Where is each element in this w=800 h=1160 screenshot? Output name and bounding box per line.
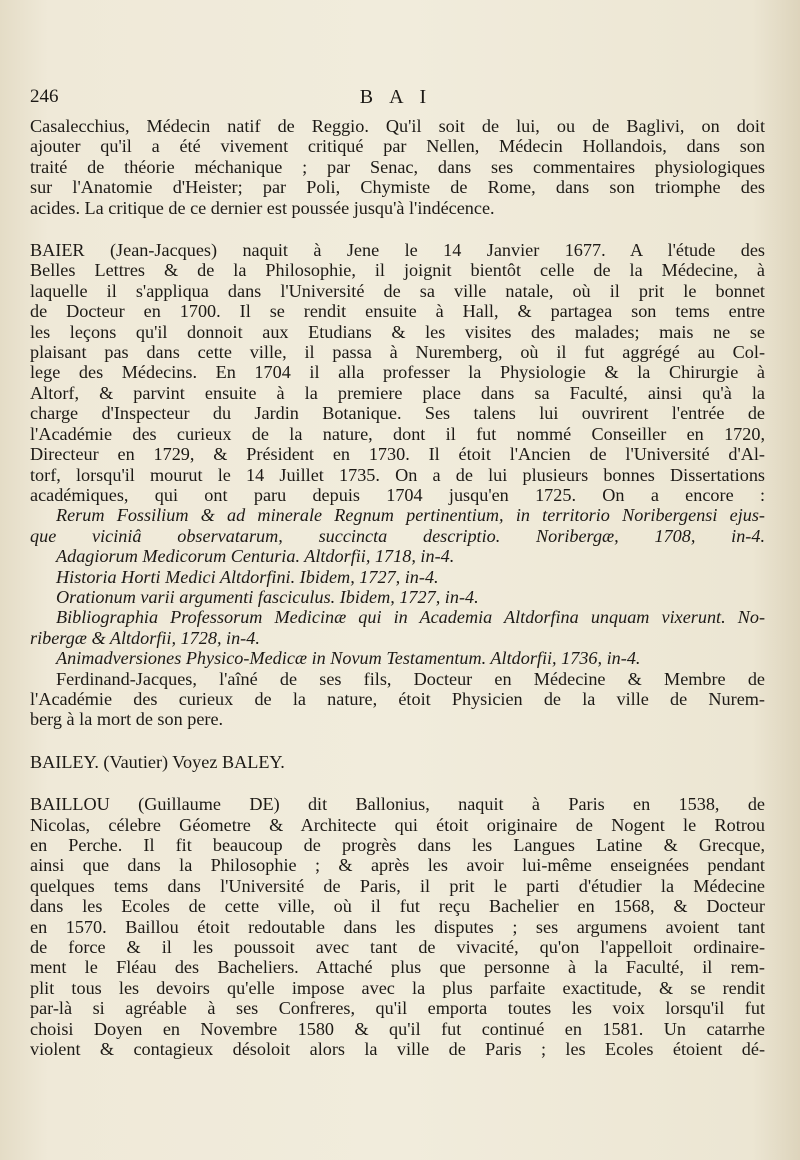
text-line: quelques tems dans l'Université de Paris, il prit le parti d'étudier la Médecine	[30, 875, 765, 896]
text-line: l'Académie des curieux de la nature, dont il fut nommé Conseiller en 1720,	[30, 423, 765, 444]
bibliography-line: ribergæ & Altdorfii, 1728, in-4.	[30, 627, 260, 648]
text-line: choisi Doyen en Novembre 1580 & qu'il fut continué en 1581. Un catarrhe	[30, 1018, 765, 1039]
paragraph-casalecchius	[30, 116, 765, 218]
entry-baillou	[30, 794, 765, 1059]
text-line: berg à la mort de son pere.	[30, 709, 224, 730]
text-line: ment le Fléau des Bacheliers. Attaché plus que personne à la Faculté, il rem-	[30, 957, 765, 978]
text-line: ajouter qu'il a été vivement critiqué par Nellen, Médecin Hollandois, dans son	[30, 136, 765, 157]
text-line: BAILLOU (Guillaume DE) dit Ballonius, naquit à Paris en 1538, de	[30, 794, 765, 815]
text-line: lege des Médecins. En 1704 il alla professer la Physiologie & la Chirurgie à	[30, 362, 765, 383]
text-line: acides. La critique de ce dernier est poussée jusqu'à l'indécence.	[30, 197, 495, 218]
text-line: les leçons qu'il donnoit aux Etudians & les visites des malades; mais ne se	[30, 321, 765, 342]
text-line: charge d'Inspecteur du Jardin Botanique. Ses talens lui ouvrirent l'entrée de	[30, 403, 765, 424]
running-head	[30, 86, 760, 112]
text-line: Nicolas, célebre Géometre & Architecte qui étoit originaire de Nogent le Rotrou	[30, 814, 765, 835]
text-line: de force & il les poussoit avec tant de vivacité, qu'on l'appelloit ordinaire-	[30, 937, 765, 958]
page-number: 246	[30, 86, 59, 107]
text-line: Ferdinand-Jacques, l'aîné de ses fils, Docteur en Médecine & Membre de	[56, 668, 765, 689]
body-text	[30, 116, 765, 1059]
text-line: par-là si agréable à ses Confreres, qu'il emporta toutes les voix lorsqu'il fut	[30, 998, 765, 1019]
text-line: laquelle il s'appliqua dans l'Université de sa ville natale, où il prit le bonnet	[30, 280, 765, 301]
text-line: Belles Lettres & de la Philosophie, il joignit bientôt celle de la Médecine, à	[30, 260, 765, 281]
text-line: ainsi que dans la Philosophie ; & après les avoir lui-même enseignées pendant	[30, 855, 765, 876]
entry-bailey	[30, 752, 765, 772]
text-line: violent & contagieux désoloit alors la ville de Paris ; les Ecoles étoient dé-	[30, 1039, 765, 1060]
text-line: Casalecchius, Médecin natif de Reggio. Qu'il soit de lui, ou de Baglivi, on doit	[30, 116, 765, 136]
text-line: en 1570. Baillou étoit redoutable dans les disputes ; ses argumens avoient tant	[30, 916, 765, 937]
text-line: plit tous les devoirs qu'elle impose avec la plus parfaite exactitude, & se rendit	[30, 977, 765, 998]
text-line: traité de théorie méchanique ; par Senac, dans ses commentaires physiologiques	[30, 156, 765, 177]
text-line: Altorf, & parvint ensuite à la premiere place dans sa Faculté, ainsi qu'à la	[30, 382, 765, 403]
bibliography-line: Rerum Fossilium & ad minerale Regnum pertinentium, in territorio Noribergensi ejus-	[56, 505, 765, 526]
bibliography-line: Animadversiones Physico-Medicæ in Novum Testamentum. Altdorfii, 1736, in-4.	[56, 648, 641, 669]
bibliography-line: Bibliographia Professorum Medicinæ qui in Academia Altdorfina unquam vixerunt. No-	[56, 607, 765, 628]
text-line: académiques, qui ont paru depuis 1704 jusqu'en 1725. On a encore :	[30, 484, 765, 505]
text-line: BAIER (Jean-Jacques) naquit à Jene le 14 Janvier 1677. A l'étude des	[30, 240, 765, 261]
text-line: en Perche. Il fit beaucoup de progrès dans les Langues Latine & Grecque,	[30, 835, 765, 855]
text-line: de Docteur en 1700. Il se rendit ensuite à Hall, & partagea son tems entre	[30, 301, 765, 322]
text-line: l'Académie des curieux de la nature, étoit Physicien de la ville de Nurem-	[30, 688, 765, 709]
text-line: Directeur en 1729, & Président en 1730. Il étoit l'Ancien de l'Université d'Al-	[30, 444, 765, 465]
bibliography-line: Orationum varii argumenti fasciculus. Ibidem, 1727, in-4.	[56, 586, 479, 607]
entry-baier	[30, 240, 765, 730]
bibliography-line: Historia Horti Medici Altdorfini. Ibidem, 1727, in-4.	[56, 566, 439, 587]
text-line: sur l'Anatomie d'Heister; par Poli, Chymiste de Rome, dans son triomphe des	[30, 177, 765, 198]
bibliography-line: que viciniâ observatarum, succincta descriptio. Noribergæ, 1708, in-4.	[30, 525, 765, 546]
running-head-title: BAI	[359, 86, 443, 108]
bibliography-line: Adagiorum Medicorum Centuria. Altdorfii, 1718, in-4.	[56, 546, 455, 567]
text-line: dans les Ecoles de cette ville, où il fut reçu Bachelier en 1568, & Docteur	[30, 896, 765, 917]
text-line: torf, lorsqu'il mourut le 14 Juillet 1735. On a de lui plusieurs bonnes Dissertations	[30, 464, 765, 485]
text-line: plaisant pas dans cette ville, il passa à Nuremberg, où il fut aggrégé au Col-	[30, 342, 765, 363]
text-line: BAILEY. (Vautier) Voyez BALEY.	[30, 751, 285, 772]
